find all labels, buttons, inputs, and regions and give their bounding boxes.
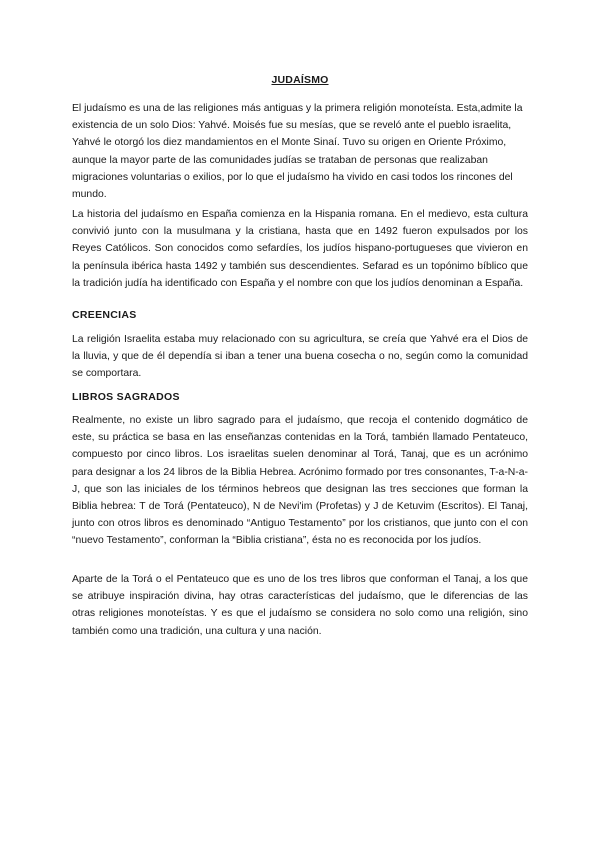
historia-paragraph: La historia del judaísmo en España comienza en la Hispania romana. En el medievo, esta cultura convivió junto con la musulmana y la cristiana, hasta que en 1492 fueron expulsados por los Reyes Católicos. Son conocidos como sefardíes, los judíos hispano-portugueses que vivieron en la península ibérica hasta 1492 y también sus descendientes. Sefarad es un topónimo bíblico que la tradición judía ha identificado con España y el nombre con que los judíos denominan a España. <box>72 209 528 289</box>
intro-paragraph: El judaísmo es una de las religiones más antiguas y la primera religión monoteísta. Esta,admite la existencia de un solo Dios: Yahvé. Moisés fue su mesías, que se reveló ante el pueblo israelita, Yahvé le otorgó los diez mandamientos en el Monte Sinaí. Tuvo su origen en Oriente Próximo, aunque la mayor parte de las comunidades judías se trataban de personas que realizaban migraciones voluntarias o exilios, por lo que el judaísmo ha vivido en casi todos los rincones del mundo. <box>72 103 523 201</box>
aparte-paragraph: Aparte de la Torá o el Pentateuco que es uno de los tres libros que conforman el Tanaj, a los que se atribuye inspiración divina, hay otras características del judaísmo, que le diferencias de las otras religiones monoteístas. Y es que el judaísmo se considera no solo como una religión, sino también como una tradición, una cultura y una nación. <box>72 574 528 637</box>
creencias-heading: CREENCIAS <box>72 309 137 321</box>
creencias-paragraph: La religión Israelita estaba muy relacionado con su agricultura, se creía que Yahvé era el Dios de la lluvia, y que de él dependía si iban a tener una buena cosecha o no, según como la comunidad se comportara. <box>72 334 528 380</box>
libros-sagrados-paragraph: Realmente, no existe un libro sagrado para el judaísmo, que recoja el contenido dogmático de este, su práctica se basa en las enseñanzas contenidas en la Torá, también llamado Pentateuco, compuesto por cinco libros. Los israelitas suelen denominar al Torá, Tanaj, que es un acrónimo para designar a los 24 libros de la Biblia Hebrea. Acrónimo formado por tres consonantes, T-a-N-a-J, que son las iniciales de los términos hebreos que designan las tres secciones que forman la Biblia hebrea: T de Torá (Pentateuco), N de Nevi'im (Profetas) y J de Ketuvim (Escritos). El Tanaj, junto con otros libros es denominado “Antiguo Testamento” por los cristianos, que junto con el con “nuevo Testamento”, conforman la “Biblia cristiana”, ésta no es reconocida por los judíos. <box>72 415 528 547</box>
document-title: JUDAÍSMO <box>271 74 329 86</box>
libros-sagrados-heading: LIBROS SAGRADOS <box>72 391 180 403</box>
